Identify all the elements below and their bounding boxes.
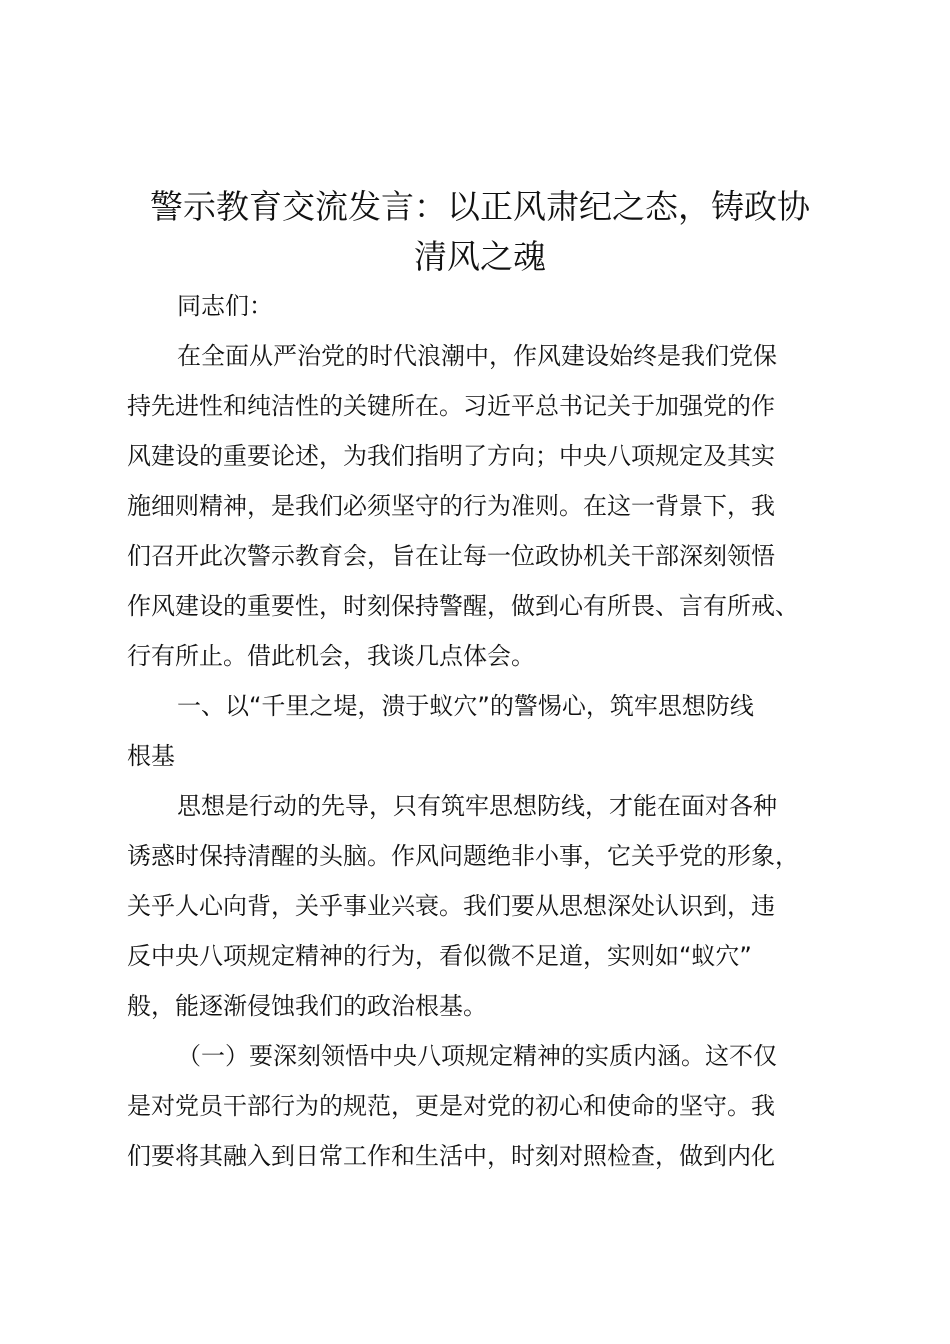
section-heading: 一、以“千里之堤，溃于蚁穴”的警惕心，筑牢思想防线 (177, 692, 754, 720)
paragraph-line: 思想是行动的先导，只有筑牢思想防线，才能在面对各种 (177, 792, 777, 820)
paragraph-line: 风建设的重要论述，为我们指明了方向；中央八项规定及其实 (127, 442, 775, 470)
paragraph-line: 诱惑时保持清醒的头脑。作风问题绝非小事，它关乎党的形象， (127, 842, 799, 870)
salutation: 同志们： (177, 292, 273, 320)
section-heading: 根基 (127, 742, 175, 770)
paragraph-line: 般，能逐渐侵蚀我们的政治根基。 (127, 992, 487, 1020)
paragraph-line: 在全面从严治党的时代浪潮中，作风建设始终是我们党保 (177, 342, 777, 370)
paragraph-line: 持先进性和纯洁性的关键所在。习近平总书记关于加强党的作 (127, 392, 775, 420)
paragraph-line: 们召开此次警示教育会，旨在让每一位政协机关干部深刻领悟 (127, 542, 775, 570)
paragraph-line: （一）要深刻领悟中央八项规定精神的实质内涵。这不仅 (177, 1042, 777, 1070)
paragraph-line: 反中央八项规定精神的行为，看似微不足道，实则如“蚁穴” (127, 942, 752, 970)
paragraph-line: 作风建设的重要性，时刻保持警醒，做到心有所畏、言有所戒、 (127, 592, 799, 620)
paragraph-line: 关乎人心向背，关乎事业兴衰。我们要从思想深处认识到，违 (127, 892, 775, 920)
paragraph-line: 是对党员干部行为的规范，更是对党的初心和使命的坚守。我 (127, 1092, 775, 1120)
title-line-1: 警示教育交流发言：以正风肃纪之态，铸政协 (150, 187, 810, 226)
paragraph-line: 们要将其融入到日常工作和生活中，时刻对照检查，做到内化 (127, 1142, 775, 1170)
document-title (110, 182, 850, 282)
paragraph-line: 行有所止。借此机会，我谈几点体会。 (127, 642, 535, 670)
document-body (127, 281, 839, 1181)
paragraph-line: 施细则精神，是我们必须坚守的行为准则。在这一背景下，我 (127, 492, 775, 520)
title-line-2: 清风之魂 (414, 237, 546, 276)
